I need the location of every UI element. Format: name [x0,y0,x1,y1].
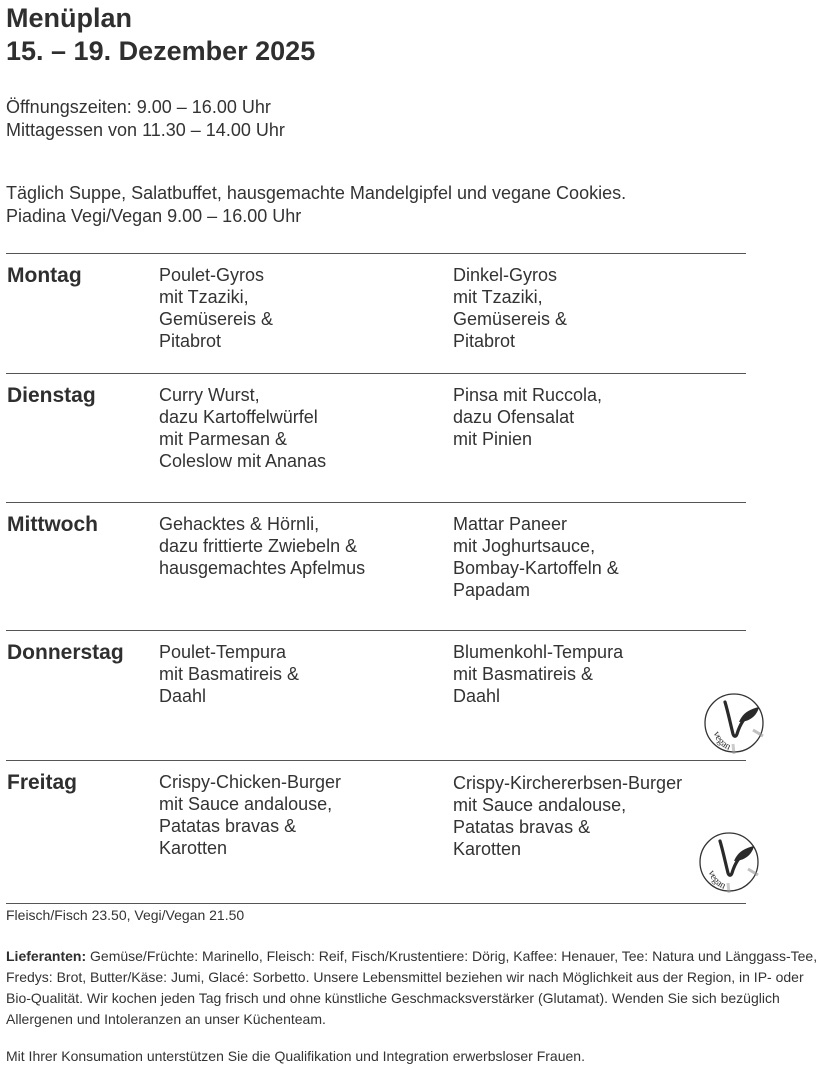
dish-line: Crispy-Kirchererbsen-Burger [453,773,683,793]
dish-line: Bombay-Kartoffeln & [453,558,619,578]
dish-line: dazu Ofensalat [453,407,575,427]
day-label: Mittwoch [7,513,98,536]
dish-line: Coleslow mit Ananas [159,451,327,471]
vegan-leaf-icon [698,831,760,893]
dish-line: Pinsa mit Ruccola, [453,385,603,405]
dish-line: mit Tzaziki, [159,287,249,307]
dish-line: Pitabrot [453,331,516,351]
dish-line: Daahl [159,686,207,706]
opening-hours-text: Öffnungszeiten: 9.00 – 16.00 Uhr [6,97,271,117]
dish-line: Daahl [453,686,501,706]
dish-line: Gemüsereis & [159,309,274,329]
divider [6,760,746,761]
meat-dish [159,384,326,472]
dish-line: Blumenkohl-Tempura [453,642,624,662]
piadina-text: Piadina Vegi/Vegan 9.00 – 16.00 Uhr [6,206,302,226]
divider [6,253,746,254]
page-title [6,2,315,68]
divider [6,502,746,503]
dish-line: mit Tzaziki, [453,287,543,307]
meat-dish [159,264,273,352]
dish-line: mit Sauce andalouse, [453,795,627,815]
day-label: Freitag [7,771,78,794]
vegan-badge [703,692,765,754]
opening-hours [6,96,285,142]
vegan-badge [698,831,760,893]
veg-dish [453,772,682,860]
dish-line: mit Basmatireis & [159,664,300,684]
dish-line: Gemüsereis & [453,309,568,329]
divider [6,903,746,904]
dish-line: Curry Wurst, [159,385,260,405]
dish-line: mit Pinien [453,429,533,449]
dish-line: Poulet-Tempura [159,642,287,662]
vegan-label: vegan [710,730,733,753]
suppliers-info [6,946,818,1030]
dish-line: Crispy-Chicken-Burger [159,772,342,792]
dish-line: Papadam [453,580,531,600]
dish-line: hausgemachtes Apfelmus [159,558,366,578]
price-info: Fleisch/Fisch 23.50, Vegi/Vegan 21.50 [6,907,245,923]
support-note: Mit Ihrer Konsumation unterstützen Sie die Qualifikation und Integration erwerbsloser Frauen. [6,1048,585,1064]
dish-line: dazu Kartoffelwürfel [159,407,318,427]
meat-dish [159,641,299,707]
dish-line: mit Parmesan & [159,429,288,449]
dish-line: Mattar Paneer [453,514,568,534]
vegan-label: vegan [705,869,728,892]
menu-title: Menüplan [6,3,132,33]
dish-line: dazu frittierte Zwiebeln & [159,536,358,556]
dish-line: Patatas bravas & [453,817,591,837]
suppliers-text: Gemüse/Früchte: Marinello, Fleisch: Reif, Fisch/Krustentiere: Dörig, Kaffee: Henauer, Tee: Natura und Länggass-Tee, Fredys: Brot, Butter/Käse: Jumi, Glacé: Sorbetto. Unsere Lebensmittel beziehen wir nach Möglichkeit aus der Region, in IP- oder Bio-Qualität. Wir kochen jeden Tag frisch und ohne künstliche Geschmacksverstärker (Glutamat). Wenden Sie sich bezüglich Allergenen und Intoleranzen an unser Küchenteam. [6,948,818,1027]
veg-dish [453,641,623,707]
dish-line: Poulet-Gyros [159,265,265,285]
meat-dish [159,771,341,859]
suppliers-label: Lieferanten: [6,948,87,964]
date-range: 15. – 19. Dezember 2025 [6,36,316,66]
dish-line: Karotten [159,838,228,858]
daily-offer [6,182,626,228]
dish-line: mit Joghurtsauce, [453,536,596,556]
lunch-hours-text: Mittagessen von 11.30 – 14.00 Uhr [6,120,285,140]
veg-dish [453,384,602,450]
vegan-leaf-icon [703,692,765,754]
day-label: Donnerstag [7,641,124,664]
veg-dish [453,264,567,352]
dish-line: Dinkel-Gyros [453,265,558,285]
daily-offer-text: Täglich Suppe, Salatbuffet, hausgemachte Mandelgipfel und vegane Cookies. [6,183,627,203]
day-label: Dienstag [7,384,96,407]
divider [6,373,746,374]
dish-line: mit Basmatireis & [453,664,594,684]
dish-line: mit Sauce andalouse, [159,794,333,814]
dish-line: Patatas bravas & [159,816,297,836]
day-label: Montag [7,264,82,287]
dish-line: Karotten [453,839,522,859]
dish-line: Pitabrot [159,331,222,351]
dish-line: Gehacktes & Hörnli, [159,514,320,534]
veg-dish [453,513,619,601]
meat-dish [159,513,365,579]
divider [6,630,746,631]
